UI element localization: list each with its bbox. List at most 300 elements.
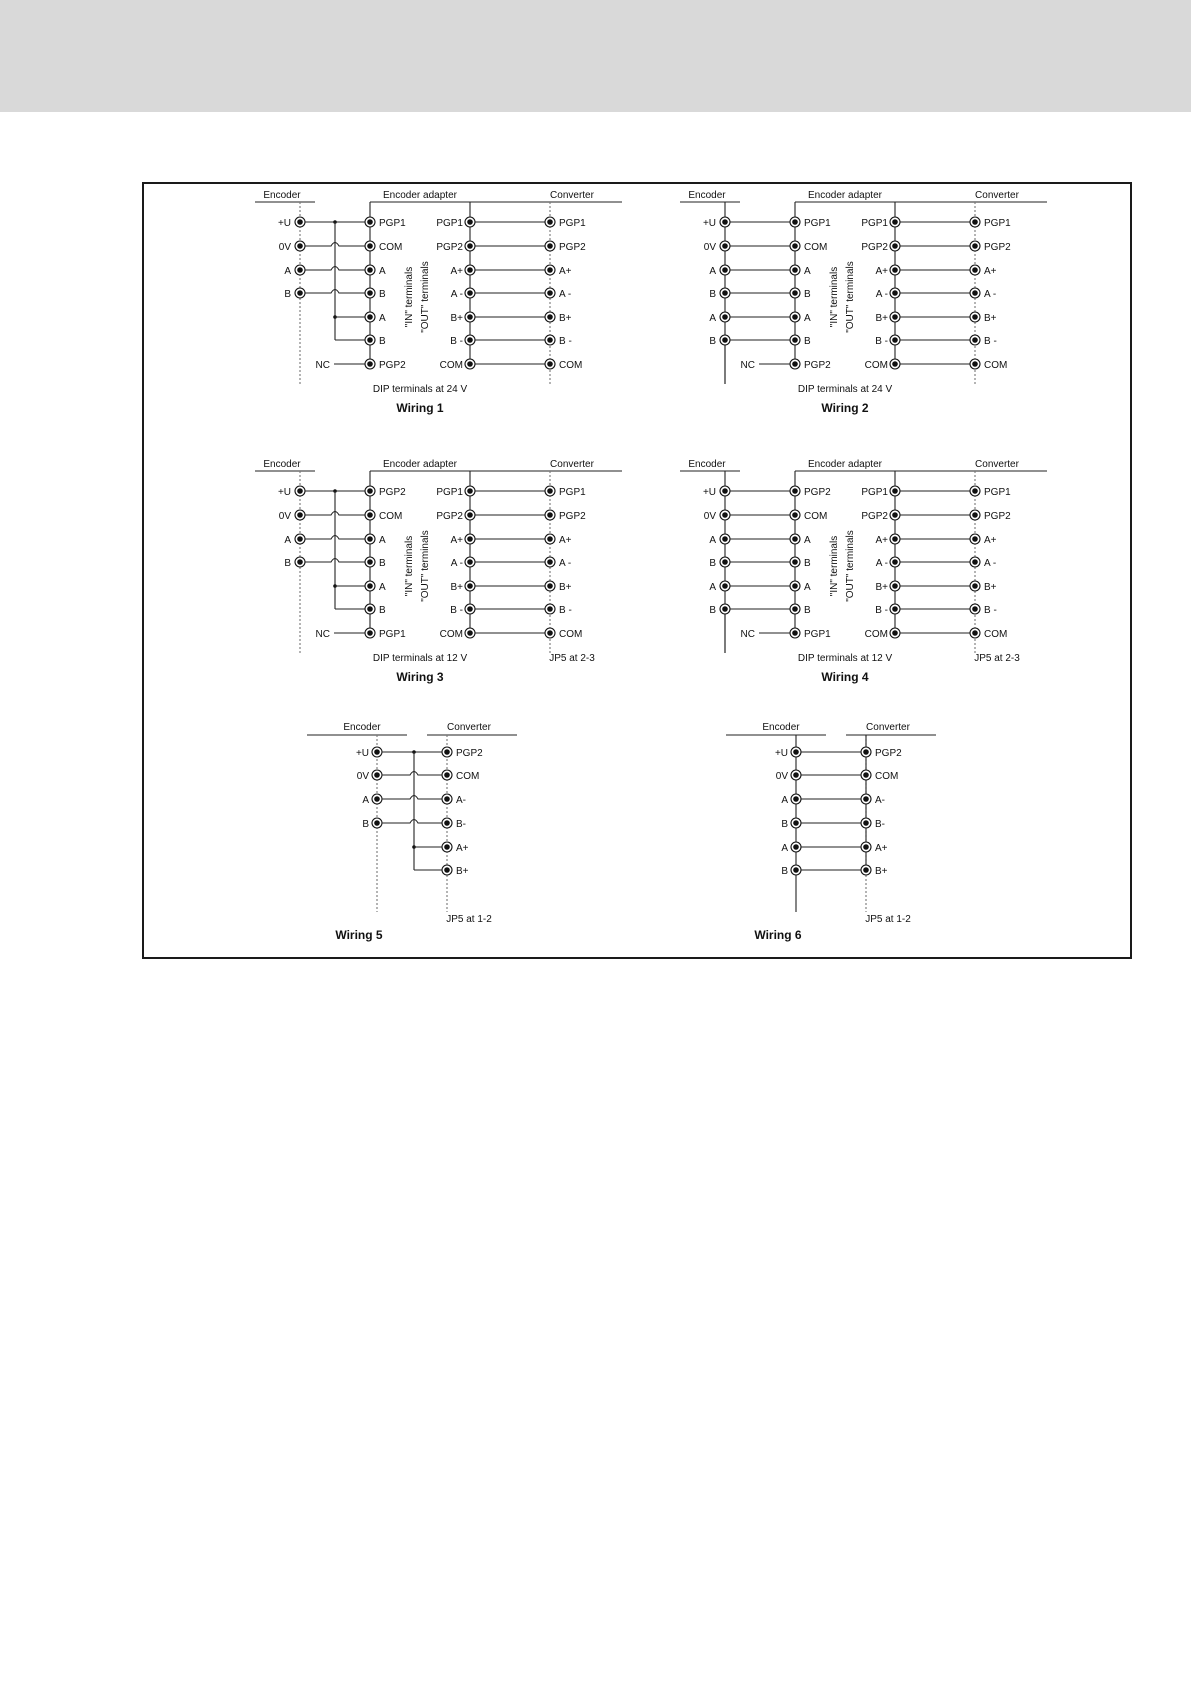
adapter-in-label: A [804, 266, 811, 277]
wiring-block [680, 190, 1047, 415]
adapter-out-label: A+ [450, 266, 463, 277]
adapter-out-label: PGP2 [861, 511, 888, 522]
adapter-in-label: COM [804, 242, 828, 253]
converter-label: B- [456, 819, 466, 830]
out-terminals-label: "OUT" terminals [845, 530, 856, 602]
encoder-label: B [781, 866, 788, 877]
adapter-out-terminal [890, 335, 900, 345]
converter-terminal [442, 794, 452, 804]
encoder-header: Encoder [762, 722, 800, 733]
adapter-in-terminal [790, 359, 800, 369]
adapter-out-terminal [890, 604, 900, 614]
in-terminals-label: "IN" terminals [404, 266, 415, 328]
encoder-terminal [720, 557, 730, 567]
encoder-label: +U [702, 487, 716, 498]
converter-label: A+ [559, 535, 572, 546]
adapter-out-label: A - [450, 289, 463, 300]
encoder-label: B [284, 289, 291, 300]
converter-label: A- [456, 795, 466, 806]
adapter-out-label: PGP2 [436, 511, 463, 522]
converter-label: B+ [456, 866, 469, 877]
in-terminals-label: "IN" terminals [829, 535, 840, 597]
adapter-out-label: B+ [450, 582, 463, 593]
adapter-out-terminal [465, 312, 475, 322]
adapter-out-terminal [465, 604, 475, 614]
adapter-in-label: A [804, 582, 811, 593]
jumper-note: JP5 at 2-3 [974, 653, 1020, 664]
converter-terminal [970, 557, 980, 567]
adapter-out-label: COM [864, 360, 888, 371]
adapter-in-label: A [379, 535, 386, 546]
adapter-out-label: B - [875, 605, 888, 616]
adapter-in-terminal [790, 217, 800, 227]
encoder-label: A [284, 535, 291, 546]
converter-terminal [861, 770, 871, 780]
adapter-out-terminal [890, 486, 900, 496]
adapter-out-terminal [465, 557, 475, 567]
encoder-terminal [791, 818, 801, 828]
converter-terminal [442, 842, 452, 852]
encoder-label: +U [702, 218, 716, 229]
adapter-in-terminal [790, 557, 800, 567]
dip-note: DIP terminals at 12 V [797, 653, 893, 664]
converter-terminal [545, 557, 555, 567]
encoder-terminal [791, 770, 801, 780]
adapter-in-label: PGP1 [804, 629, 831, 640]
adapter-in-label: COM [379, 511, 403, 522]
adapter-header: Encoder adapter [808, 459, 882, 470]
converter-label: COM [559, 360, 583, 371]
adapter-out-terminal [890, 312, 900, 322]
converter-terminal [861, 842, 871, 852]
converter-terminal [545, 265, 555, 275]
encoder-label: 0V [278, 242, 291, 253]
encoder-terminal [295, 534, 305, 544]
adapter-out-terminal [890, 581, 900, 591]
adapter-out-terminal [465, 534, 475, 544]
adapter-in-terminal [365, 241, 375, 251]
adapter-out-terminal [465, 581, 475, 591]
converter-label: PGP2 [456, 748, 483, 759]
converter-terminal [545, 312, 555, 322]
adapter-out-label: A - [875, 289, 888, 300]
adapter-in-terminal [365, 217, 375, 227]
adapter-out-label: PGP2 [861, 242, 888, 253]
adapter-in-terminal [365, 288, 375, 298]
adapter-out-terminal [465, 335, 475, 345]
encoder-label: B [709, 558, 716, 569]
converter-terminal [861, 794, 871, 804]
encoder-terminal [720, 265, 730, 275]
encoder-label: B [362, 819, 369, 830]
converter-header: Converter [975, 190, 1019, 201]
encoder-terminal [295, 486, 305, 496]
adapter-in-terminal [790, 241, 800, 251]
adapter-out-label: B+ [875, 582, 888, 593]
encoder-label: A [709, 313, 716, 324]
adapter-in-terminal [365, 486, 375, 496]
adapter-in-label: B [804, 336, 811, 347]
converter-terminal [970, 581, 980, 591]
encoder-label: B [284, 558, 291, 569]
converter-label: PGP2 [984, 511, 1011, 522]
adapter-out-label: PGP1 [436, 487, 463, 498]
converter-terminal [442, 770, 452, 780]
adapter-in-terminal [790, 534, 800, 544]
adapter-header: Encoder adapter [383, 190, 457, 201]
encoder-terminal [720, 510, 730, 520]
adapter-in-terminal [790, 581, 800, 591]
encoder-label: 0V [278, 511, 291, 522]
encoder-label: +U [355, 748, 369, 759]
jumper-note: JP5 at 2-3 [549, 653, 595, 664]
adapter-in-terminal [790, 288, 800, 298]
encoder-terminal [720, 335, 730, 345]
adapter-in-label: A [804, 535, 811, 546]
wiring-title: Wiring 4 [821, 670, 869, 684]
adapter-out-terminal [890, 510, 900, 520]
adapter-out-label: B - [450, 336, 463, 347]
encoder-terminal [791, 794, 801, 804]
converter-terminal [545, 581, 555, 591]
adapter-out-terminal [890, 534, 900, 544]
converter-terminal [545, 241, 555, 251]
adapter-in-label: B [804, 558, 811, 569]
converter-label: B+ [875, 866, 888, 877]
converter-terminal [545, 359, 555, 369]
nc-label: NC [315, 360, 330, 371]
adapter-in-label: B [379, 558, 386, 569]
converter-header: Converter [550, 459, 594, 470]
converter-label: PGP1 [984, 218, 1011, 229]
encoder-terminal [791, 865, 801, 875]
adapter-in-terminal [790, 628, 800, 638]
adapter-in-label: PGP2 [804, 360, 831, 371]
encoder-terminal [372, 818, 382, 828]
adapter-in-terminal [365, 581, 375, 591]
converter-terminal [970, 312, 980, 322]
encoder-label: B [709, 336, 716, 347]
encoder-label: A [284, 266, 291, 277]
wiring-block [255, 459, 622, 684]
encoder-terminal [295, 217, 305, 227]
converter-header: Converter [550, 190, 594, 201]
encoder-terminal [720, 288, 730, 298]
encoder-label: +U [277, 218, 291, 229]
nc-label: NC [740, 629, 755, 640]
out-terminals-label: "OUT" terminals [845, 261, 856, 333]
encoder-terminal [295, 265, 305, 275]
converter-terminal [970, 510, 980, 520]
converter-header: Converter [866, 722, 910, 733]
converter-terminal [442, 818, 452, 828]
converter-terminal [545, 510, 555, 520]
encoder-label: 0V [775, 771, 788, 782]
converter-label: A+ [984, 535, 997, 546]
converter-label: A - [559, 289, 572, 300]
converter-label: PGP2 [559, 511, 586, 522]
encoder-label: A [362, 795, 369, 806]
wiring-block [307, 722, 517, 942]
adapter-out-label: B - [450, 605, 463, 616]
out-terminals-label: "OUT" terminals [420, 530, 431, 602]
converter-header: Converter [447, 722, 491, 733]
wiring-title: Wiring 1 [396, 401, 444, 415]
adapter-in-terminal [790, 604, 800, 614]
dip-note: DIP terminals at 12 V [372, 653, 468, 664]
adapter-out-label: A - [450, 558, 463, 569]
adapter-out-terminal [890, 241, 900, 251]
encoder-terminal [372, 794, 382, 804]
converter-label: PGP1 [984, 487, 1011, 498]
adapter-in-label: PGP1 [379, 218, 406, 229]
converter-terminal [970, 241, 980, 251]
encoder-label: B [709, 289, 716, 300]
converter-terminal [970, 217, 980, 227]
adapter-out-label: COM [439, 629, 463, 640]
converter-label: PGP2 [875, 748, 902, 759]
wiring-title: Wiring 3 [396, 670, 444, 684]
converter-terminal [970, 534, 980, 544]
adapter-in-terminal [365, 604, 375, 614]
converter-terminal [545, 217, 555, 227]
encoder-terminal [295, 288, 305, 298]
adapter-in-label: A [379, 266, 386, 277]
adapter-out-terminal [890, 359, 900, 369]
adapter-in-terminal [365, 312, 375, 322]
adapter-out-terminal [890, 288, 900, 298]
adapter-in-terminal [365, 534, 375, 544]
adapter-in-terminal [790, 265, 800, 275]
encoder-terminal [720, 604, 730, 614]
encoder-label: A [709, 582, 716, 593]
adapter-out-terminal [890, 557, 900, 567]
encoder-terminal [720, 241, 730, 251]
adapter-in-label: PGP1 [379, 629, 406, 640]
adapter-in-label: B [379, 289, 386, 300]
nc-label: NC [315, 629, 330, 640]
converter-terminal [442, 747, 452, 757]
in-terminals-label: "IN" terminals [829, 266, 840, 328]
wiring-title: Wiring 5 [335, 928, 383, 942]
adapter-in-label: B [379, 605, 386, 616]
adapter-in-terminal [365, 265, 375, 275]
adapter-out-label: COM [864, 629, 888, 640]
adapter-out-label: A+ [875, 266, 888, 277]
wiring-block [680, 459, 1047, 684]
converter-label: A+ [875, 843, 888, 854]
adapter-out-terminal [465, 265, 475, 275]
encoder-header: Encoder [688, 190, 726, 201]
converter-terminal [970, 628, 980, 638]
converter-label: PGP1 [559, 487, 586, 498]
adapter-in-label: PGP1 [804, 218, 831, 229]
converter-label: COM [875, 771, 899, 782]
adapter-out-label: PGP1 [861, 487, 888, 498]
adapter-in-label: B [804, 605, 811, 616]
wiring-block [726, 722, 936, 942]
converter-terminal [970, 486, 980, 496]
converter-terminal [861, 747, 871, 757]
converter-terminal [545, 604, 555, 614]
converter-terminal [861, 865, 871, 875]
converter-label: COM [984, 360, 1008, 371]
adapter-out-terminal [890, 265, 900, 275]
adapter-in-label: PGP2 [379, 360, 406, 371]
encoder-label: B [781, 819, 788, 830]
wiring-title: Wiring 6 [754, 928, 802, 942]
encoder-terminal [720, 486, 730, 496]
converter-label: A - [984, 558, 997, 569]
converter-terminal [970, 359, 980, 369]
encoder-label: A [781, 843, 788, 854]
adapter-out-terminal [465, 241, 475, 251]
adapter-in-label: PGP2 [379, 487, 406, 498]
adapter-out-label: A - [875, 558, 888, 569]
encoder-terminal [720, 312, 730, 322]
converter-terminal [970, 288, 980, 298]
adapter-header: Encoder adapter [808, 190, 882, 201]
converter-label: A - [984, 289, 997, 300]
converter-label: PGP2 [559, 242, 586, 253]
adapter-out-label: A+ [875, 535, 888, 546]
adapter-in-label: PGP2 [804, 487, 831, 498]
encoder-terminal [295, 241, 305, 251]
encoder-terminal [791, 842, 801, 852]
converter-label: PGP2 [984, 242, 1011, 253]
encoder-header: Encoder [263, 190, 301, 201]
adapter-header: Encoder adapter [383, 459, 457, 470]
adapter-in-label: B [804, 289, 811, 300]
adapter-out-terminal [465, 288, 475, 298]
adapter-in-label: A [379, 313, 386, 324]
converter-label: B+ [559, 582, 572, 593]
adapter-out-label: PGP2 [436, 242, 463, 253]
adapter-in-label: COM [804, 511, 828, 522]
encoder-label: +U [277, 487, 291, 498]
adapter-out-terminal [890, 217, 900, 227]
encoder-terminal [720, 217, 730, 227]
adapter-in-terminal [365, 335, 375, 345]
converter-label: B- [875, 819, 885, 830]
converter-label: A+ [559, 266, 572, 277]
converter-terminal [545, 534, 555, 544]
adapter-in-terminal [790, 486, 800, 496]
converter-terminal [970, 335, 980, 345]
adapter-out-terminal [465, 359, 475, 369]
encoder-terminal [372, 770, 382, 780]
encoder-terminal [295, 510, 305, 520]
adapter-out-label: B - [875, 336, 888, 347]
converter-label: B - [984, 605, 997, 616]
adapter-out-terminal [465, 628, 475, 638]
encoder-terminal [372, 747, 382, 757]
adapter-out-label: PGP1 [436, 218, 463, 229]
adapter-in-label: B [379, 336, 386, 347]
adapter-in-terminal [365, 510, 375, 520]
wiring-block [255, 190, 622, 415]
encoder-header: Encoder [688, 459, 726, 470]
wiring-title: Wiring 2 [821, 401, 869, 415]
converter-label: B - [559, 605, 572, 616]
encoder-label: 0V [703, 242, 716, 253]
encoder-terminal [720, 534, 730, 544]
adapter-in-terminal [365, 628, 375, 638]
converter-label: COM [456, 771, 480, 782]
encoder-label: A [781, 795, 788, 806]
converter-label: A- [875, 795, 885, 806]
converter-header: Converter [975, 459, 1019, 470]
adapter-out-terminal [465, 217, 475, 227]
converter-label: COM [559, 629, 583, 640]
adapter-in-label: A [804, 313, 811, 324]
converter-label: B+ [984, 582, 997, 593]
in-terminals-label: "IN" terminals [404, 535, 415, 597]
encoder-terminal [791, 747, 801, 757]
converter-label: COM [984, 629, 1008, 640]
adapter-out-label: B+ [450, 313, 463, 324]
converter-terminal [442, 865, 452, 875]
adapter-out-label: B+ [875, 313, 888, 324]
converter-label: B+ [984, 313, 997, 324]
encoder-header: Encoder [263, 459, 301, 470]
converter-label: A+ [984, 266, 997, 277]
encoder-label: B [709, 605, 716, 616]
encoder-label: +U [774, 748, 788, 759]
encoder-label: 0V [703, 511, 716, 522]
jumper-note: JP5 at 1-2 [446, 914, 492, 925]
adapter-out-label: COM [439, 360, 463, 371]
converter-label: A+ [456, 843, 469, 854]
encoder-label: 0V [356, 771, 369, 782]
converter-terminal [545, 486, 555, 496]
converter-label: PGP1 [559, 218, 586, 229]
encoder-header: Encoder [343, 722, 381, 733]
adapter-out-terminal [890, 628, 900, 638]
converter-label: B - [984, 336, 997, 347]
adapter-out-label: PGP1 [861, 218, 888, 229]
nc-label: NC [740, 360, 755, 371]
adapter-in-terminal [365, 359, 375, 369]
jumper-note: JP5 at 1-2 [865, 914, 911, 925]
adapter-out-terminal [465, 510, 475, 520]
converter-label: B+ [559, 313, 572, 324]
adapter-in-terminal [365, 557, 375, 567]
converter-terminal [861, 818, 871, 828]
adapter-in-label: A [379, 582, 386, 593]
converter-terminal [970, 265, 980, 275]
encoder-label: A [709, 535, 716, 546]
adapter-in-label: COM [379, 242, 403, 253]
adapter-out-label: A+ [450, 535, 463, 546]
out-terminals-label: "OUT" terminals [420, 261, 431, 333]
adapter-out-terminal [465, 486, 475, 496]
adapter-in-terminal [790, 312, 800, 322]
converter-label: B - [559, 336, 572, 347]
converter-terminal [970, 604, 980, 614]
encoder-terminal [720, 581, 730, 591]
adapter-in-terminal [790, 510, 800, 520]
dip-note: DIP terminals at 24 V [372, 384, 468, 395]
encoder-terminal [295, 557, 305, 567]
dip-note: DIP terminals at 24 V [797, 384, 893, 395]
encoder-label: A [709, 266, 716, 277]
adapter-in-terminal [790, 335, 800, 345]
converter-terminal [545, 288, 555, 298]
converter-label: A - [559, 558, 572, 569]
converter-terminal [545, 628, 555, 638]
converter-terminal [545, 335, 555, 345]
